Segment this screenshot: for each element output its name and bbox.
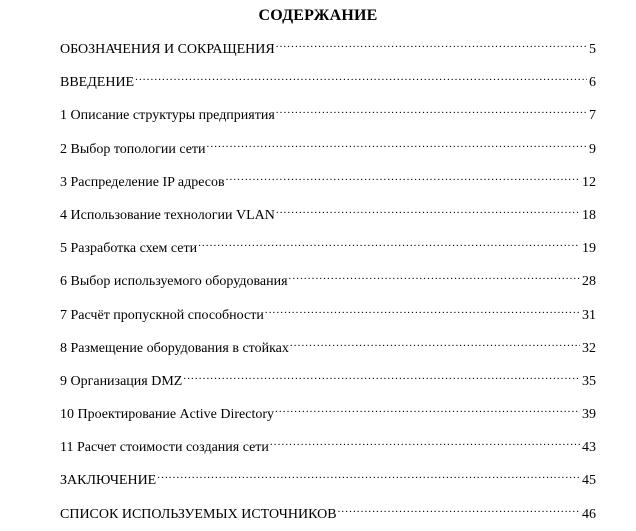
toc-entry-label: 3 Распределение IP адресов	[60, 174, 225, 190]
dot-leader	[183, 365, 580, 385]
toc-entry-page: 43	[582, 440, 596, 456]
toc-entry-page: 32	[582, 340, 596, 356]
toc-entry-page: 7	[589, 108, 596, 124]
toc-entry-label: 1 Описание структуры предприятия	[60, 108, 275, 124]
toc-entry-label: ОБОЗНАЧЕНИЯ И СОКРАЩЕНИЯ	[60, 42, 275, 57]
toc-entry-section-3[interactable]	[60, 166, 596, 199]
toc-entry-section-1[interactable]	[60, 99, 596, 132]
toc-entry-page: 28	[582, 274, 596, 290]
dot-leader	[276, 33, 587, 53]
toc-entry-page: 31	[582, 307, 596, 323]
toc-entry-section-6[interactable]	[60, 265, 596, 298]
dot-leader	[135, 66, 587, 86]
toc-entry-label: ЗАКЛЮЧЕНИЕ	[60, 473, 157, 489]
dot-leader	[157, 464, 580, 484]
toc-entry-label: 2 Выбор топологии сети	[60, 141, 206, 157]
toc-entry-page: 19	[582, 241, 596, 257]
toc-entry-section-7[interactable]	[60, 299, 596, 332]
toc-entry-section-4[interactable]	[60, 199, 596, 232]
toc-entry-section-9[interactable]	[60, 365, 596, 398]
toc-entry-label: СПИСОК ИСПОЛЬЗУЕМЫХ ИСТОЧНИКОВ	[60, 506, 337, 522]
toc-entry-page: 6	[589, 75, 596, 91]
toc-entry-label: 4 Использование технологии VLAN	[60, 207, 275, 223]
toc-entry-references[interactable]	[60, 498, 596, 531]
toc-entry-page: 18	[582, 207, 596, 223]
toc-entry-page: 39	[582, 407, 596, 423]
toc-entry-label: ВВЕДЕНИЕ	[60, 75, 135, 91]
toc-entry-label: 8 Размещение оборудования в стойках	[60, 340, 289, 356]
toc-entry-label: 5 Разработка схем сети	[60, 241, 198, 257]
dot-leader	[207, 133, 587, 153]
dot-leader	[338, 498, 580, 518]
toc-entry-section-2[interactable]	[60, 133, 596, 166]
toc-entry-page: 35	[582, 373, 596, 389]
toc-entry-introduction[interactable]	[60, 66, 596, 99]
toc-entry-page: 12	[582, 174, 596, 190]
dot-leader	[290, 332, 580, 352]
toc-entry-page: 45	[582, 473, 596, 489]
dot-leader	[276, 99, 587, 119]
toc-entry-page: 5	[589, 42, 596, 57]
dot-leader	[226, 166, 580, 186]
toc-entry-section-11[interactable]	[60, 431, 596, 464]
toc-entry-label: 11 Расчет стоимости создания сети	[60, 440, 269, 456]
dot-leader	[276, 199, 580, 219]
toc-entry-page: 46	[582, 506, 596, 522]
toc-entry-label: 7 Расчёт пропускной способности	[60, 307, 264, 323]
toc-entry-section-10[interactable]	[60, 398, 596, 431]
toc-entry-label: 9 Организация DMZ	[60, 373, 183, 389]
toc-entry-section-5[interactable]	[60, 232, 596, 265]
toc-entry-label: 6 Выбор используемого оборудования	[60, 274, 288, 290]
toc-entry-label: 10 Проектирование Active Directory	[60, 407, 275, 423]
dot-leader	[275, 398, 580, 418]
toc-entry-page: 9	[589, 141, 596, 157]
dot-leader	[265, 299, 580, 319]
toc-title: СОДЕРЖАНИЕ	[258, 7, 378, 24]
dot-leader	[289, 265, 580, 285]
toc-entry-section-8[interactable]	[60, 332, 596, 365]
toc-entry-designations[interactable]	[60, 33, 596, 66]
toc-entry-conclusion[interactable]	[60, 464, 596, 497]
dot-leader	[270, 431, 580, 451]
dot-leader	[198, 232, 580, 252]
toc-list	[60, 33, 596, 531]
